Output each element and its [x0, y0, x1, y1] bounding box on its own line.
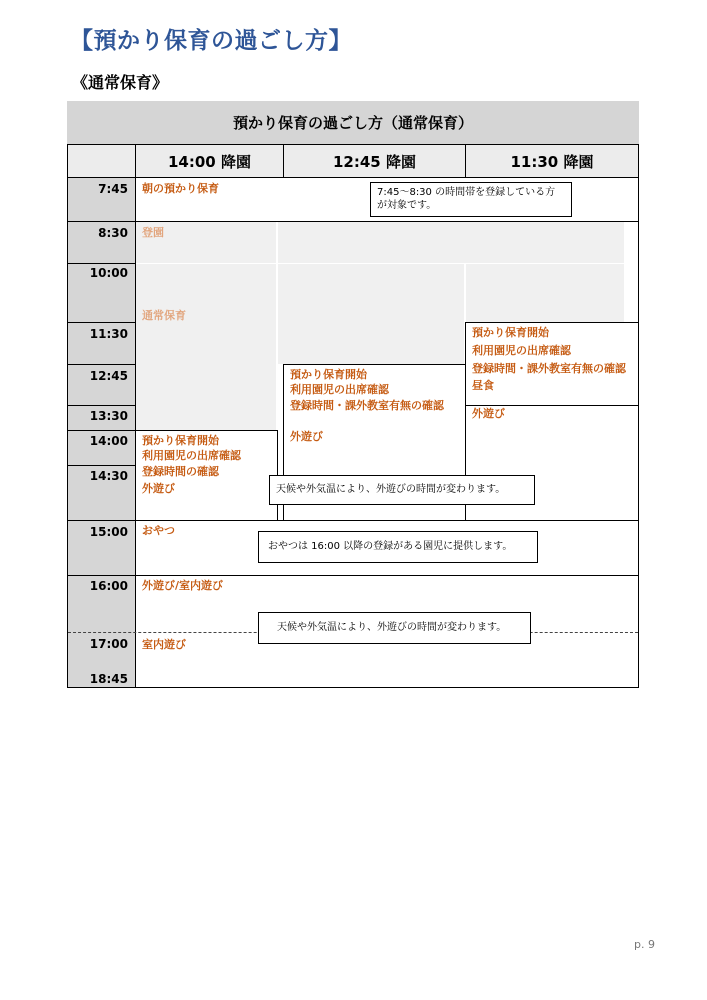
row-line	[68, 430, 278, 431]
morning-note-line1: 7:45～8:30 の時間帯を登録している方	[377, 187, 556, 198]
arrival-label: 登園	[142, 226, 164, 239]
morning-care-label: 朝の預かり保育	[142, 182, 219, 195]
col2-item: 利用園児の出席確認	[290, 383, 389, 396]
col3-item: 昼食	[472, 379, 494, 392]
col2-play: 外遊び	[290, 430, 323, 443]
time-label: 8:30	[98, 226, 128, 240]
time-label: 17:00	[89, 637, 128, 651]
header-col-1400: 14:00 降園	[136, 145, 283, 178]
time-label: 14:00	[89, 434, 128, 448]
morning-note	[370, 182, 572, 217]
col3-item: 利用園児の出席確認	[472, 344, 571, 357]
page-title: 【預かり保育の過ごし方】	[70, 28, 352, 54]
snack-note: おやつは 16:00 以降の登録がある園児に提供します。	[258, 531, 538, 563]
morning-note-line2: が対象です。	[377, 200, 437, 211]
header-col-1245: 12:45 降園	[284, 145, 465, 178]
time-label: 7:45	[98, 182, 128, 196]
time-label: 12:45	[89, 369, 128, 383]
col1-item: 利用園児の出席確認	[142, 449, 241, 462]
col3-item: 登録時間・課外教室有無の確認	[472, 362, 626, 375]
header-time-cell	[68, 145, 135, 178]
divider	[465, 145, 466, 178]
weather-note: 天候や外気温により、外遊びの時間が変わります。	[269, 475, 535, 505]
time-label: 15:00	[89, 525, 128, 539]
col2-item: 登録時間・課外教室有無の確認	[290, 399, 444, 412]
table-caption: 預かり保育の過ごし方（通常保育）	[67, 101, 639, 145]
snack-label: おやつ	[142, 524, 175, 537]
regular-band-col2	[278, 264, 464, 364]
weather-note-2: 天候や外気温により、外遊びの時間が変わります。	[258, 612, 531, 644]
col1-item: 外遊び	[142, 482, 175, 495]
regular-care-label: 通常保育	[142, 309, 186, 322]
divider	[283, 145, 284, 178]
time-label: 14:30	[89, 469, 128, 483]
col3-play: 外遊び	[472, 407, 505, 420]
time-label: 10:00	[89, 266, 128, 280]
header-col-1130: 11:30 降園	[466, 145, 638, 178]
time-label: 18:45	[89, 672, 128, 686]
indoor-play-label: 室内遊び	[142, 638, 186, 651]
section-title: 《通常保育》	[72, 73, 169, 92]
time-label: 11:30	[89, 327, 128, 341]
col2-item: 預かり保育開始	[290, 368, 367, 381]
row-line	[68, 575, 638, 576]
row-line	[68, 322, 135, 323]
play-label: 外遊び/室内遊び	[142, 579, 224, 592]
time-label: 16:00	[89, 579, 128, 593]
arrival-band-2	[278, 222, 624, 263]
col1-item: 預かり保育開始	[142, 434, 219, 447]
row-line	[68, 465, 135, 466]
row-line	[68, 364, 135, 365]
regular-band-col1	[136, 264, 276, 431]
page-number: p. 9	[634, 938, 655, 951]
time-label: 13:30	[89, 409, 128, 423]
row-line	[68, 263, 135, 264]
col3-item: 預かり保育開始	[472, 326, 549, 339]
regular-band-col3	[466, 264, 624, 322]
col1-item: 登録時間の確認	[142, 465, 219, 478]
divider	[135, 145, 136, 178]
time-col-divider	[135, 178, 136, 687]
row-line	[68, 405, 135, 406]
row-line	[68, 221, 638, 222]
